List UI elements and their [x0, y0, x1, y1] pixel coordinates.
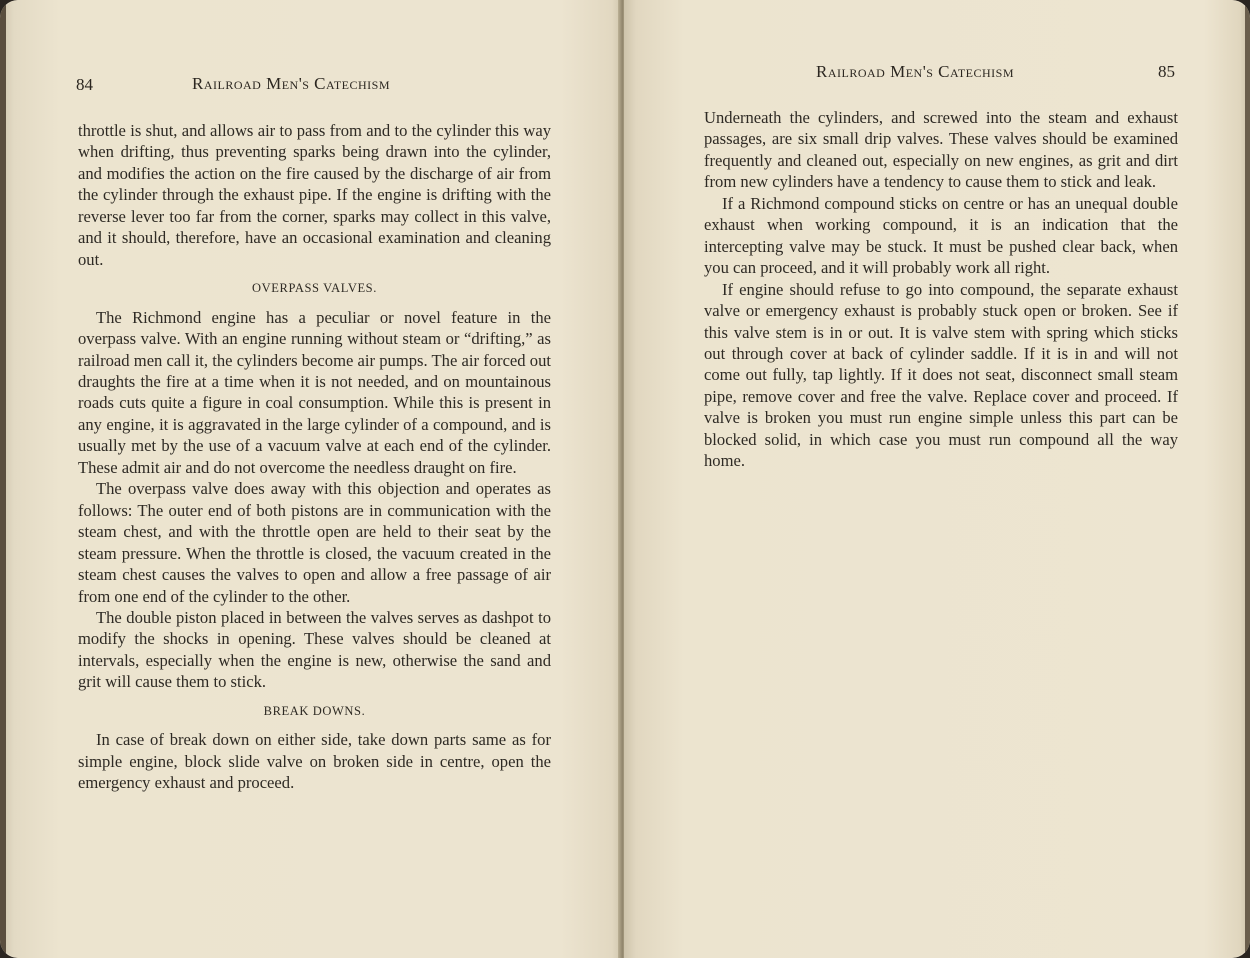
- right-page: [624, 0, 1250, 958]
- page-number: 85: [1158, 62, 1175, 81]
- paragraph: The Richmond engine has a peculiar or novel feature in the overpass valve. With an engine running without steam or “drifting,” as railroad men call it, the cylinders become air pumps. The air forced out draughts the fire at a time when it is not needed, and on mountainous roads cuts quite a figure in coal consumption. While this is present in any engine, it is aggravated in the large cylinder of a compound, and is usually met by the use of a vacuum valve at each end of the cylinder. These admit air and do not overcome the needless draught on fire.: [78, 307, 551, 477]
- right-page-body: [704, 107, 1178, 472]
- paragraph: In case of break down on either side, take down parts same as for simple engine, block slide valve on broken side in centre, open the emergency exhaust and proceed.: [78, 730, 551, 793]
- section-heading-breakdowns: BREAK DOWNS.: [263, 703, 366, 718]
- continuation-paragraph: throttle is shut, and allows air to pass from and to the cylinder this way when drifting, thus preventing sparks being drawn into the cylinder, and modifies the action on the fire caused by the discharge of air from the cylinder through the exhaust pipe. If the engine is drifting with the reverse lever too far from the corner, sparks may collect in this valve, and it should, therefore, have an occasional examination and cleaning out.: [78, 121, 551, 269]
- page-number: 84: [76, 75, 93, 94]
- running-head: Railroad Men's Catechism: [816, 62, 1015, 81]
- paragraph: If engine should refuse to go into compound, the separate exhaust valve or emergency exhaust is probably stuck open or broken. See if this valve stem is in or out. It is valve stem with spring which sticks out through cover at back of cylinder saddle. If it is in and will not come out fully, tap lightly. If it does not seat, disconnect small steam pipe, remove cover and free the valve. Replace cover and proceed. If valve is broken you must run engine simple unless this part can be blocked solid, in which case you must run compound all the way home.: [704, 279, 1178, 471]
- right-cover-edge: [1245, 0, 1250, 958]
- running-head: Railroad Men's Catechism: [192, 74, 391, 93]
- paragraph: If a Richmond compound sticks on centre or has an unequal double exhaust when working compound, it is an indication that the intercepting valve may be stuck. It must be pushed clear back, when you can proceed, and it will probably work all right.: [704, 193, 1178, 278]
- paragraph: The overpass valve does away with this objection and operates as follows: The outer end of both pistons are in communication with the steam chest, and with the throttle open are held to their seat by the steam pressure. When the throttle is closed, the vacuum created in the steam chest causes the valves to open and allow a free passage of air from one end of the cylinder to the other.: [78, 479, 551, 606]
- paragraph: The double piston placed in between the valves serves as dashpot to modify the shocks in opening. These valves should be cleaned at intervals, especially when the engine is new, otherwise the sand and grit will cause them to stick.: [78, 607, 551, 692]
- left-page-body: [78, 120, 551, 794]
- section-heading-overpass: OVERPASS VALVES.: [252, 281, 377, 296]
- paragraph: Underneath the cylinders, and screwed into the steam and exhaust passages, are six small drip valves. These valves should be examined frequently and cleaned out, especially on new engines, as grit and dirt from new cylinders have a tendency to cause them to stick and leak.: [704, 108, 1178, 192]
- left-page: [0, 0, 622, 958]
- left-cover-edge: [0, 0, 6, 958]
